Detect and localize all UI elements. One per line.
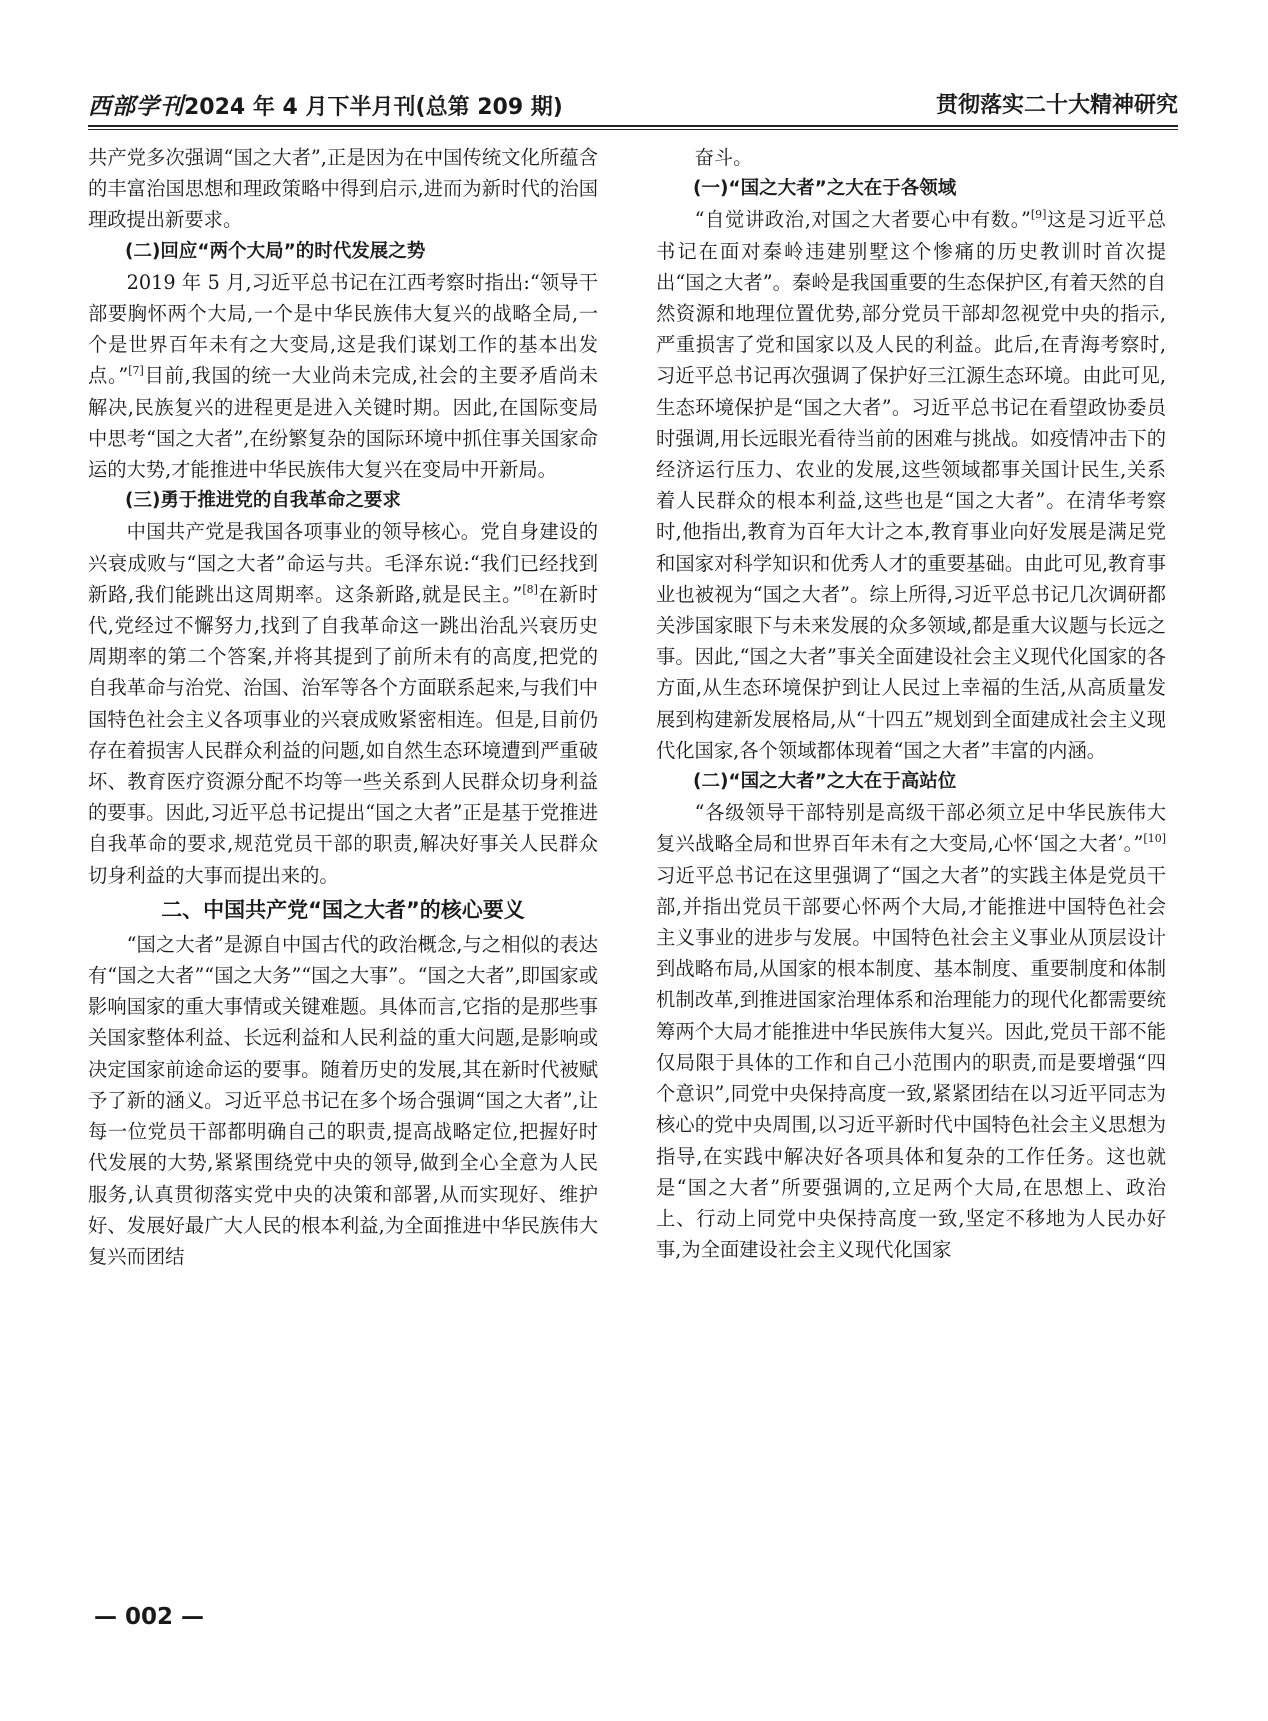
subsection-heading: (三)勇于推进党的自我革命之要求 [125, 490, 401, 512]
paragraph: “自觉讲政治,对国之大者要心中有数。”[9]这是习近平总书记在面对秦岭违建别墅这个惨痛的历史教训时首次提出“国之大者”。秦岭是我国重要的生态保护区,有着天然的自然资源和地理位置优势,部分党员干部却忽视党中央的指示,严重损害了党和国家以及人民的利益。此后,在青海考察时,习近平总书记再次强调了保护好三江源生态环境。由此可见,生态环境保护是“国之大者”。习近平总书记在看望政协委员时强调,用长远眼光看待当前的困难与挑战。如疫情冲击下的经济运行压力、农业的发展,这些领域都事关国计民生,关系着人民群众的根本利益,这些也是“国之大者”。在清华考察时,他指出,教育为百年大计之本,教育事业向好发展是满足党和国家对科学知识和优秀人才的重要基础。由此可见,教育事业也被视为“国之大者”。综上所得,习近平总书记几次调研都关涉国家眼下与未来发展的众多领域,都是重大议题与长远之事。因此,“国之大者”事关全面建设社会主义现代化国家的各方面,从生态环境保护到让人民过上幸福的生活,从高质量发展到构建新发展格局,从“十四五”规划到全面建成社会主义现代化国家,各个领域都体现着“国之大者”丰富的内涵。 [656, 208, 1166, 762]
page-number: — 002 — [94, 1604, 205, 1630]
issue-info: 2024 年 4 月下半月刊(总第 209 期) [184, 95, 563, 120]
citation-ref: [10] [1143, 832, 1166, 846]
left-column [88, 142, 598, 1272]
subsection-heading: (一)“国之大者”之大在于各领域 [693, 178, 957, 200]
subsection-heading: (二)“国之大者”之大在于高站位 [693, 771, 957, 793]
citation-ref: [9] [1030, 208, 1047, 222]
paragraph: 中国共产党是我国各项事业的领导核心。党自身建设的兴衰成败与“国之大者”命运与共。毛泽东说:“我们已经找到新路,我们能跳出这周期率。这条新路,就是民主。”[8]在新时代,党经过不懈努力,找到了自我革命这一跳出治乱兴衰历史周期率的第二个答案,并将其提到了前所未有的高度,把党的自我革命与治党、治国、治军等各个方面联系起来,与我们中国特色社会主义各项事业的兴衰成败紧密相连。但是,目前仍存在着损害人民群众利益的问题,如自然生态环境遭到严重破坏、教育医疗资源分配不均等一些关系到人民群众切身利益的要事。因此,习近平总书记提出“国之大者”正是基于党推进自我革命的要求,规范党员干部的职责,解决好事关人民群众切身利益的大事而提出来的。 [88, 520, 599, 887]
section-heading: 二、中国共产党“国之大者”的核心要义 [161, 897, 525, 922]
subsection-heading: (二)回应“两个大局”的时代发展之势 [125, 240, 426, 262]
journal-issue [88, 88, 563, 121]
right-column [656, 142, 1166, 1265]
paragraph: “国之大者”是源自中国古代的政治概念,与之相似的表达有“国之大者”“国之大务”“国之大事”。“国之大者”,即国家或影响国家的重大事情或关键难题。具体而言,它指的是那些事关国家整体利益、长远利益和人民利益的重大问题,是影响或决定国家前途命运的要事。随着历史的发展,其在新时代被赋予了新的涵义。习近平总书记在多个场合强调“国之大者”,让每一位党员干部都明确自己的职责,提高战略定位,把握好时代发展的大势,紧紧围绕党中央的领导,做到全心全意为人民服务,认真贯彻落实党中央的决策和部署,从而实现好、维护好、发展好最广大人民的根本利益,为全面推进中华民族伟大复兴而团结 [88, 932, 598, 1268]
citation-ref: [7] [128, 364, 144, 378]
journal-logo: 西部学刊 [88, 93, 184, 120]
running-header [88, 82, 1178, 122]
paragraph: “各级领导干部特别是高级干部必须立足中华民族伟大复兴战略全局和世界百年未有之大变局,心怀‘国之大者’。”[10]习近平总书记在这里强调了“国之大者”的实践主体是党员干部,并指出党员干部要心怀两个大局,才能推进中国特色社会主义事业的进步与发展。中国特色社会主义事业从顶层设计到战略布局,从国家的根本制度、基本制度、重要制度和体制机制改革,到推进国家治理体系和治理能力的现代化都需要统筹两个大局才能推进中华民族伟大复兴。因此,党员干部不能仅局限于具体的工作和自己小范围内的职责,而是要增强“四个意识”,同党中央保持高度一致,紧紧团结在以习近平同志为核心的党中央周围,以习近平新时代中国特色社会主义思想为指导,在实践中解决好各项具体和复杂的工作任务。这也就是“国之大者”所要强调的,立足两个大局,在思想上、政治上、行动上同党中央保持高度一致,坚定不移地为人民办好事,为全面建设社会主义现代化国家 [656, 801, 1166, 1262]
paragraph: 共产党多次强调“国之大者”,正是因为在中国传统文化所蕴含的丰富治国思想和理政策略中得到启示,进而为新时代的治国理政提出新要求。 [88, 146, 598, 232]
column-title: 贯彻落实二十大精神研究 [935, 93, 1178, 118]
paragraph: 奋斗。 [694, 146, 753, 169]
header-rule-thin [88, 129, 1178, 130]
paragraph: 2019 年 5 月,习近平总书记在江西考察时指出:“领导干部要胸怀两个大局,一个是中华民族伟大复兴的战略全局,一个是世界百年未有之大变局,这是我们谋划工作的基本出发点。”[7]目前,我国的统一大业尚未完成,社会的主要矛盾尚未解决,民族复兴的进程更是进入关键时期。因此,在国际变局中思考“国之大者”,在纷繁复杂的国际环境中抓住事关国家命运的大势,才能推进中华民族伟大复兴在变局中开新局。 [88, 270, 598, 482]
citation-ref: [8] [522, 582, 538, 596]
header-rule-thick [88, 125, 1178, 127]
